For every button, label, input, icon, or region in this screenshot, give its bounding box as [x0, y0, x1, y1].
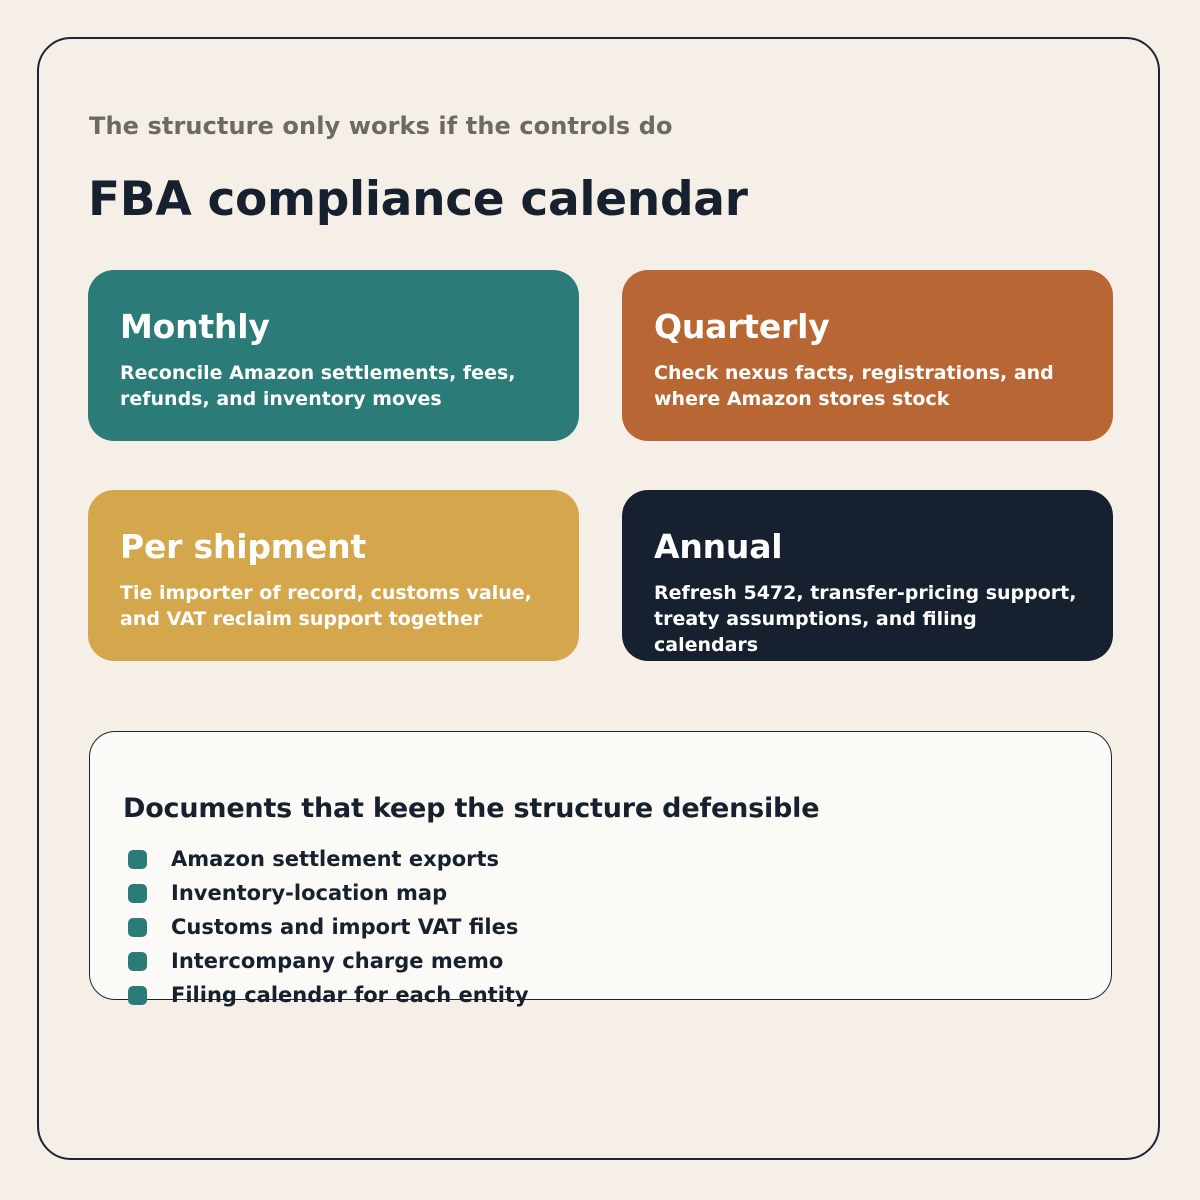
card-title-annual: Annual: [654, 527, 783, 566]
card-text-monthly: Reconcile Amazon settlements, fees, refunds, and inventory moves: [120, 362, 516, 410]
document-item: [128, 912, 518, 942]
card-title-quarterly: Quarterly: [654, 307, 830, 346]
card-text-quarterly: Check nexus facts, registrations, and where Amazon stores stock: [654, 362, 1054, 410]
card-per-shipment: [88, 490, 579, 661]
documents-title: Documents that keep the structure defensible: [123, 793, 820, 824]
document-item: [128, 946, 503, 976]
document-item-label: Amazon settlement exports: [171, 847, 500, 871]
document-item: [128, 844, 499, 874]
card-text-per-shipment: Tie importer of record, customs value, and VAT reclaim support together: [120, 582, 532, 630]
card-title-per-shipment: Per shipment: [120, 527, 367, 566]
square-bullet-icon: [128, 884, 147, 903]
card-monthly: [88, 270, 579, 441]
card-text-annual: Refresh 5472, transfer-pricing support, treaty assumptions, and filing calendars: [654, 582, 1077, 656]
document-item: [128, 878, 447, 908]
page-title: FBA compliance calendar: [88, 172, 748, 227]
card-annual: [622, 490, 1113, 661]
document-item-label: Intercompany charge memo: [171, 949, 504, 973]
document-item-label: Customs and import VAT files: [171, 915, 519, 939]
square-bullet-icon: [128, 986, 147, 1005]
document-item-label: Filing calendar for each entity: [171, 983, 529, 1007]
square-bullet-icon: [128, 850, 147, 869]
card-title-monthly: Monthly: [120, 307, 270, 346]
card-quarterly: [622, 270, 1113, 441]
documents-panel: [89, 731, 1112, 1007]
document-item-label: Inventory-location map: [171, 881, 448, 905]
square-bullet-icon: [128, 952, 147, 971]
eyebrow-text: The structure only works if the controls do: [89, 112, 673, 140]
document-item: [128, 980, 529, 1010]
square-bullet-icon: [128, 918, 147, 937]
